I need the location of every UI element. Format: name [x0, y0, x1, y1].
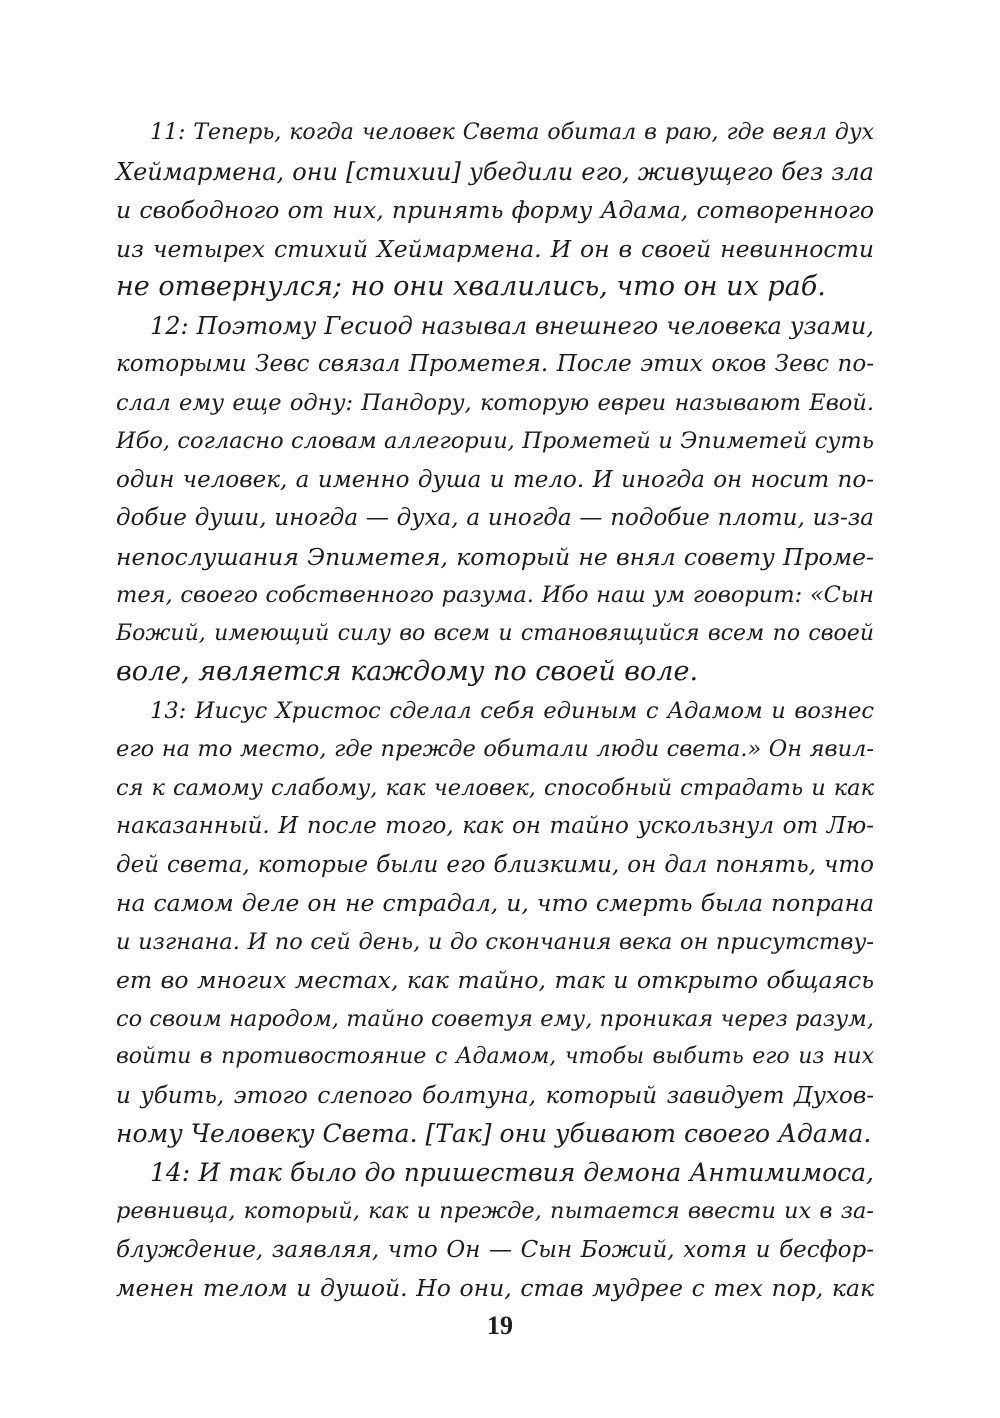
- text-line: ревнивца, который, как и прежде, пытается ввести их в за-: [116, 1198, 874, 1224]
- paragraph-14: [116, 1154, 874, 1308]
- paragraph-12: [116, 307, 874, 692]
- text-line: Божий, имеющий силу во всем и становящийся всем по своей: [116, 620, 874, 646]
- text-line: которыми Зевс связал Прометея. После этих оков Зевс по-: [116, 351, 874, 377]
- text-line: тея, своего собственного разума. Ибо наш ум говорит: «Сын: [116, 582, 874, 608]
- text-line: и изгнана. И по сей день, и до скончания века он присутству-: [116, 928, 874, 955]
- text-line: слал ему еще одну: Пандору, которую евреи называют Евой.: [116, 389, 874, 416]
- text-line: дей света, которые были его близкими, он дал понять, что: [116, 851, 874, 878]
- text-line: 13: Иисус Христос сделал себя единым с Адамом и вознес: [150, 697, 874, 724]
- text-line: и убить, этого слепого болтуна, который завидует Духов-: [116, 1082, 874, 1109]
- text-line: наказанный. И после того, как он тайно ускользнул от Лю-: [116, 813, 874, 839]
- text-line: Хеймармена, они [стихии] убедили его, живущего без зла: [116, 157, 874, 186]
- text-line: Ибо, согласно словам аллегории, Прометей и Эпиметей суть: [116, 428, 874, 454]
- text-line: 12: Поэтому Гесиод называл внешнего человека узами,: [150, 311, 874, 340]
- text-line: один человек, а именно душа и тело. И иногда он носит по-: [116, 466, 874, 493]
- text-line: ет во многих местах, как тайно, так и открыто общаясь: [116, 966, 874, 994]
- text-line: и свободного от них, принять форму Адама, сотворенного: [116, 196, 874, 224]
- text-line: из четырех стихий Хеймармена. И он в своей невинности: [116, 234, 874, 263]
- text-line: блуждение, заявляя, что Он — Сын Божий, хотя и бесфор-: [116, 1236, 874, 1263]
- page-number: 19: [487, 1311, 513, 1340]
- paragraph-11: [116, 114, 874, 307]
- text-line: его на то место, где прежде обитали люди света.» Он явил-: [116, 736, 874, 762]
- body-text: [116, 114, 874, 1308]
- text-line: на самом деле он не страдал, и, что смерть была попрана: [116, 889, 874, 917]
- text-line: непослушания Эпиметея, который не внял совету Проме-: [116, 542, 874, 571]
- paragraph-13: [116, 692, 874, 1154]
- text-line: со своим народом, тайно советуя ему, проникая через разум,: [116, 1005, 874, 1032]
- text-line: ному Человеку Света. [Так] они убивают своего Адама.: [116, 1119, 872, 1148]
- text-line: воле, является каждому по своей воле.: [116, 656, 699, 687]
- text-line: 14: И так было до пришествия демона Антимимоса,: [150, 1157, 874, 1187]
- text-line: войти в противостояние с Адамом, чтобы выбить его из них: [116, 1044, 874, 1069]
- text-line: менен телом и душой. Но они, став мудрее с тех пор, как: [116, 1274, 874, 1302]
- text-line: не отвернулся; но они хвалились, что он их раб.: [116, 271, 826, 302]
- text-line: ся к самому слабому, как человек, способный страдать и как: [116, 774, 874, 801]
- text-line: добие души, иногда — духа, а иногда — подобие плоти, из-за: [116, 505, 874, 531]
- text-line: 11: Теперь, когда человек Света обитал в раю, где веял дух: [150, 120, 874, 145]
